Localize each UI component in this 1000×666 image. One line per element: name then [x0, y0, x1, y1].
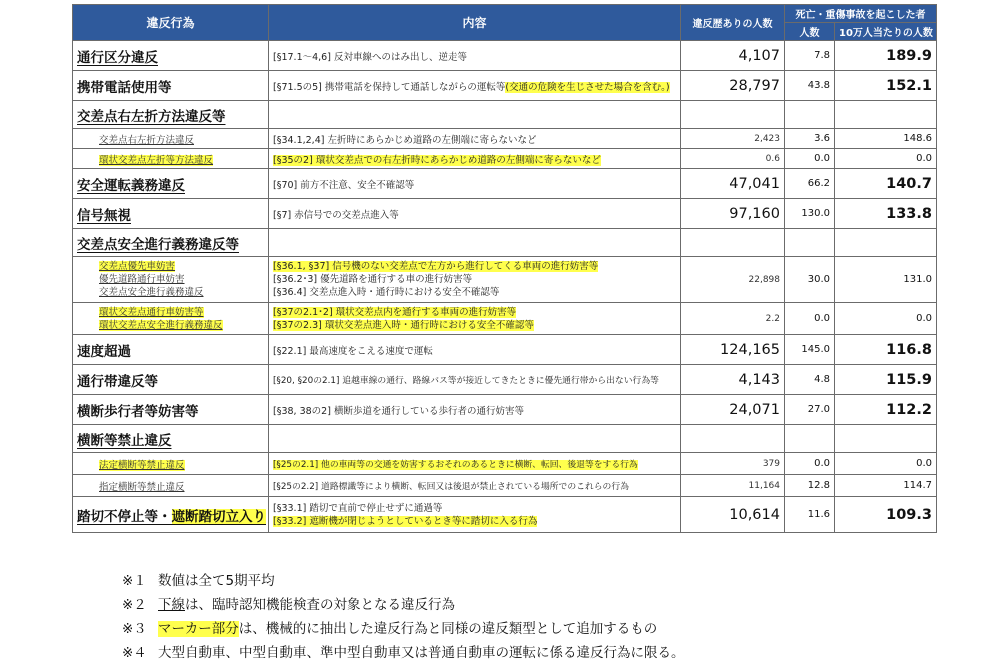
category-cell: 携帯電話使用等	[73, 71, 269, 101]
footnote: ※２ 下線は、臨時認知機能検査の対象となる違反行為	[122, 597, 455, 613]
subcategory-cell: 環状交差点左折等方法違反	[73, 149, 269, 169]
subcategory-cell: 指定横断等禁止違反	[73, 475, 269, 497]
header-count: 違反歴ありの人数	[681, 5, 785, 41]
footnote: ※３ マーカー部分は、機械的に抽出した違反行為と同様の違反類型として追加するもの	[122, 621, 658, 637]
count-cell: 0.6	[681, 149, 785, 169]
header-content: 内容	[269, 5, 681, 41]
subcategory-cell: 環状交差点通行車妨害等 環状交差点安全進行義務違反	[73, 303, 269, 335]
table-row	[73, 395, 937, 425]
footnote: ※１ 数値は全て5期平均	[122, 573, 275, 589]
table-row	[73, 335, 937, 365]
header-category: 違反行為	[73, 5, 269, 41]
category-cell: 交差点安全進行義務違反等	[73, 229, 269, 257]
content-cell: [§7] 赤信号での交差点進入等	[269, 199, 681, 229]
content-cell: [§38, 38の2] 横断歩道を通行している歩行者の通行妨害等	[269, 395, 681, 425]
footnotes	[122, 569, 685, 665]
per100k-cell: 0.0	[835, 303, 937, 335]
per100k-cell: 0.0	[835, 149, 937, 169]
count-cell: 22,898	[681, 257, 785, 303]
persons-cell: 30.0	[785, 257, 835, 303]
per100k-cell: 140.7	[835, 169, 937, 199]
content-text: [§71.5の5] 携帯電話を保持して通話しながらの運転等	[273, 81, 506, 93]
table-row	[73, 199, 937, 229]
content-cell: [§70] 前方不注意、安全不確認等	[269, 169, 681, 199]
table-row	[73, 41, 937, 71]
count-cell: 24,071	[681, 395, 785, 425]
category-cell: 通行区分違反	[73, 41, 269, 71]
table-row	[73, 303, 937, 335]
count-cell: 47,041	[681, 169, 785, 199]
table-row	[73, 475, 937, 497]
persons-cell: 11.6	[785, 497, 835, 533]
content-cell: [§22.1] 最高速度をこえる速度で運転	[269, 335, 681, 365]
persons-cell: 3.6	[785, 129, 835, 149]
table-row	[73, 453, 937, 475]
table-row	[73, 425, 937, 453]
header-accident: 死亡・重傷事故を起こした者	[785, 5, 937, 23]
per100k-cell: 133.8	[835, 199, 937, 229]
subcategory-cell: 法定横断等禁止違反	[73, 453, 269, 475]
table-row	[73, 101, 937, 129]
content-cell: [§25の2.1] 他の車両等の交通を妨害するおそれのあるときに横断、転回、後退等をする行為	[269, 453, 681, 475]
per100k-cell: 152.1	[835, 71, 937, 101]
persons-cell: 0.0	[785, 303, 835, 335]
persons-cell: 4.8	[785, 365, 835, 395]
persons-cell: 27.0	[785, 395, 835, 425]
count-cell: 2,423	[681, 129, 785, 149]
table-row	[73, 257, 937, 303]
persons-cell: 145.0	[785, 335, 835, 365]
table-row	[73, 169, 937, 199]
content-cell: [§33.1] 踏切で直前で停止せずに通過等 [§33.2] 遮断機が閉じようとしているとき等に踏切に入る行為	[269, 497, 681, 533]
table-row	[73, 497, 937, 533]
marker-text: (交通の危険を生じさせた場合を含む。)	[505, 81, 670, 93]
persons-cell: 130.0	[785, 199, 835, 229]
category-cell: 交差点右左折方法違反等	[73, 101, 269, 129]
per100k-cell: 112.2	[835, 395, 937, 425]
footnote: ※４ 大型自動車、中型自動車、準中型自動車又は普通自動車の運転に係る違反行為に限る。	[122, 645, 685, 661]
subcategory-cell: 交差点右左折方法違反	[73, 129, 269, 149]
category-cell: 横断歩行者等妨害等	[73, 395, 269, 425]
violation-table	[72, 4, 937, 533]
count-cell: 4,143	[681, 365, 785, 395]
persons-cell: 7.8	[785, 41, 835, 71]
count-cell: 2.2	[681, 303, 785, 335]
table-row	[73, 365, 937, 395]
per100k-cell: 115.9	[835, 365, 937, 395]
persons-cell: 43.8	[785, 71, 835, 101]
count-cell: 4,107	[681, 41, 785, 71]
count-cell: 11,164	[681, 475, 785, 497]
category-cell: 信号無視	[73, 199, 269, 229]
per100k-cell: 148.6	[835, 129, 937, 149]
persons-cell: 0.0	[785, 453, 835, 475]
category-cell: 安全運転義務違反	[73, 169, 269, 199]
category-cell: 通行帯違反等	[73, 365, 269, 395]
per100k-cell: 109.3	[835, 497, 937, 533]
count-cell: 10,614	[681, 497, 785, 533]
count-cell: 97,160	[681, 199, 785, 229]
table-row	[73, 229, 937, 257]
content-cell: [§36.1, §37] 信号機のない交差点で左方から進行してくる車両の進行妨害等 [§36.2･3] 優先道路を通行する車の進行妨害等 [§36.4] 交差点進入時・通行時における安全不確認等	[269, 257, 681, 303]
per100k-cell: 114.7	[835, 475, 937, 497]
per100k-cell: 131.0	[835, 257, 937, 303]
category-cell: 横断等禁止違反	[73, 425, 269, 453]
table-row	[73, 149, 937, 169]
persons-cell: 0.0	[785, 149, 835, 169]
per100k-cell: 0.0	[835, 453, 937, 475]
count-cell: 379	[681, 453, 785, 475]
content-cell: [§25の2.2] 道路標識等により横断、転回又は後退が禁止されている場所でのこれらの行為	[269, 475, 681, 497]
header-persons: 人数	[785, 23, 835, 41]
content-cell: [§17.1～4,6] 反対車線へのはみ出し、逆走等	[269, 41, 681, 71]
category-cell: 踏切不停止等・遮断踏切立入り	[73, 497, 269, 533]
content-cell: [§37の2.1･2] 環状交差点内を通行する車両の進行妨害等 [§37の2.3] 環状交差点進入時・通行時における安全不確認等	[269, 303, 681, 335]
category-cell: 速度超過	[73, 335, 269, 365]
content-cell: [§35の2] 環状交差点での右左折時にあらかじめ道路の左側端に寄らないなど	[269, 149, 681, 169]
per100k-cell: 189.9	[835, 41, 937, 71]
table-row	[73, 129, 937, 149]
table-row	[73, 71, 937, 101]
per100k-cell: 116.8	[835, 335, 937, 365]
count-cell: 28,797	[681, 71, 785, 101]
content-cell: [§34.1,2,4] 左折時にあらかじめ道路の左側端に寄らないなど	[269, 129, 681, 149]
content-cell	[269, 71, 681, 101]
persons-cell: 66.2	[785, 169, 835, 199]
count-cell: 124,165	[681, 335, 785, 365]
subcategory-cell: 交差点優先車妨害 優先道路通行車妨害 交差点安全進行義務違反	[73, 257, 269, 303]
content-cell: [§20, §20の2.1] 追越車線の通行、路線バス等が接近してきたときに優先通行帯から出ない行為等	[269, 365, 681, 395]
header-per100k: 10万人当たりの人数	[835, 23, 937, 41]
persons-cell: 12.8	[785, 475, 835, 497]
